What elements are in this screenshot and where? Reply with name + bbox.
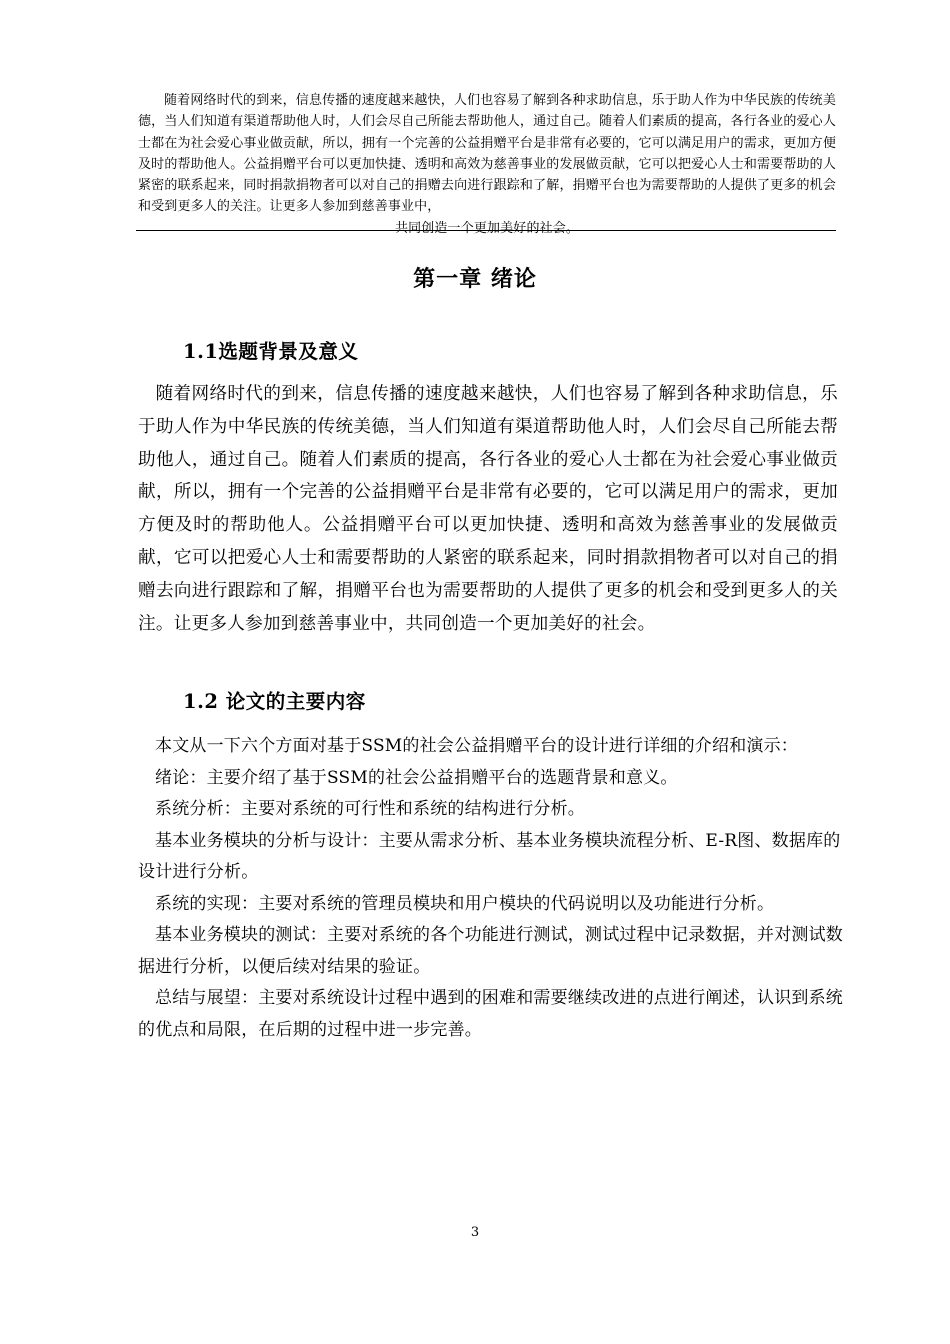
section-1-2-paragraph: 总结与展望：主要对系统设计过程中遇到的困难和需要继续改进的点进行阐述，认识到系统的优点和局限，在后期的过程中进一步完善。 xyxy=(138,988,843,1040)
page-number: 3 xyxy=(470,1225,480,1240)
abstract-text: 随着网络时代的到来，信息传播的速度越来越快，人们也容易了解到各种求助信息，乐于助人作为中华民族的传统美德，当人们知道有渠道帮助他人时，人们会尽自己所能去帮助他人，通过自己。随着人们素质的提高，各行各业的爱心人士都在为社会爱心事业做贡献，所以，拥有一个完善的公益捐赠平台是非常有必要的，它可以满足用户的需求，更加方便及时的帮助他人。公益捐赠平台可以更加快捷、透明和高效为慈善事业的发展做贡献，它可以把爱心人士和需要帮助的人紧密的联系起来，同时捐款捐物者可以对自己的捐赠去向进行跟踪和了解，捐赠平台也为需要帮助的人提供了更多的机会和受到更多人的关注。让更多人参加到慈善事业中， xyxy=(138,93,836,215)
section-1-2-paragraph: 基本业务模块的分析与设计：主要从需求分析、基本业务模块流程分析、E-R图、数据库的设计进行分析。 xyxy=(138,830,841,882)
section-heading-1-1: 1.1选题背景及意义 xyxy=(183,340,359,363)
section-1-2-paragraph: 基本业务模块的测试：主要对系统的各个功能进行测试，测试过程中记录数据，并对测试数据进行分析，以便后续对结果的验证。 xyxy=(138,925,843,977)
section-1-2-content xyxy=(138,731,850,1046)
abstract-block xyxy=(138,90,836,239)
abstract-last-line: 共同创造一个更加美好的社会。 xyxy=(394,220,580,236)
section-1-1-body: 随着网络时代的到来，信息传播的速度越来越快，人们也容易了解到各种求助信息，乐于助人作为中华民族的传统美德，当人们知道有渠道帮助他人时，人们会尽自己所能去帮助他人，通过自己。随着人们素质的提高，各行各业的爱心人士都在为社会爱心事业做贡献，所以，拥有一个完善的公益捐赠平台是非常有必要的，它可以满足用户的需求，更加方便及时的帮助他人。公益捐赠平台可以更加快捷、透明和高效为慈善事业的发展做贡献，它可以把爱心人士和需要帮助的人紧密的联系起来，同时捐款捐物者可以对自己的捐赠去向进行跟踪和了解，捐赠平台也为需要帮助的人提供了更多的机会和受到更多人的关注。让更多人参加到慈善事业中，共同创造一个更加美好的社会。 xyxy=(138,384,838,634)
section-1-2-paragraph: 系统分析：主要对系统的可行性和系统的结构进行分析。 xyxy=(155,799,585,819)
section-heading-1-2: 1.2 论文的主要内容 xyxy=(183,690,366,713)
chapter-title: 第一章 绪论 xyxy=(413,266,537,292)
section-1-2-paragraph: 绪论：主要介绍了基于SSM的社会公益捐赠平台的选题背景和意义。 xyxy=(155,767,678,788)
abstract-divider xyxy=(136,230,836,231)
section-1-2-paragraph: 系统的实现：主要对系统的管理员模块和用户模块的代码说明以及功能进行分析。 xyxy=(155,893,775,914)
section-1-2-paragraph: 本文从一下六个方面对基于SSM的社会公益捐赠平台的设计进行详细的介绍和演示： xyxy=(155,736,798,756)
